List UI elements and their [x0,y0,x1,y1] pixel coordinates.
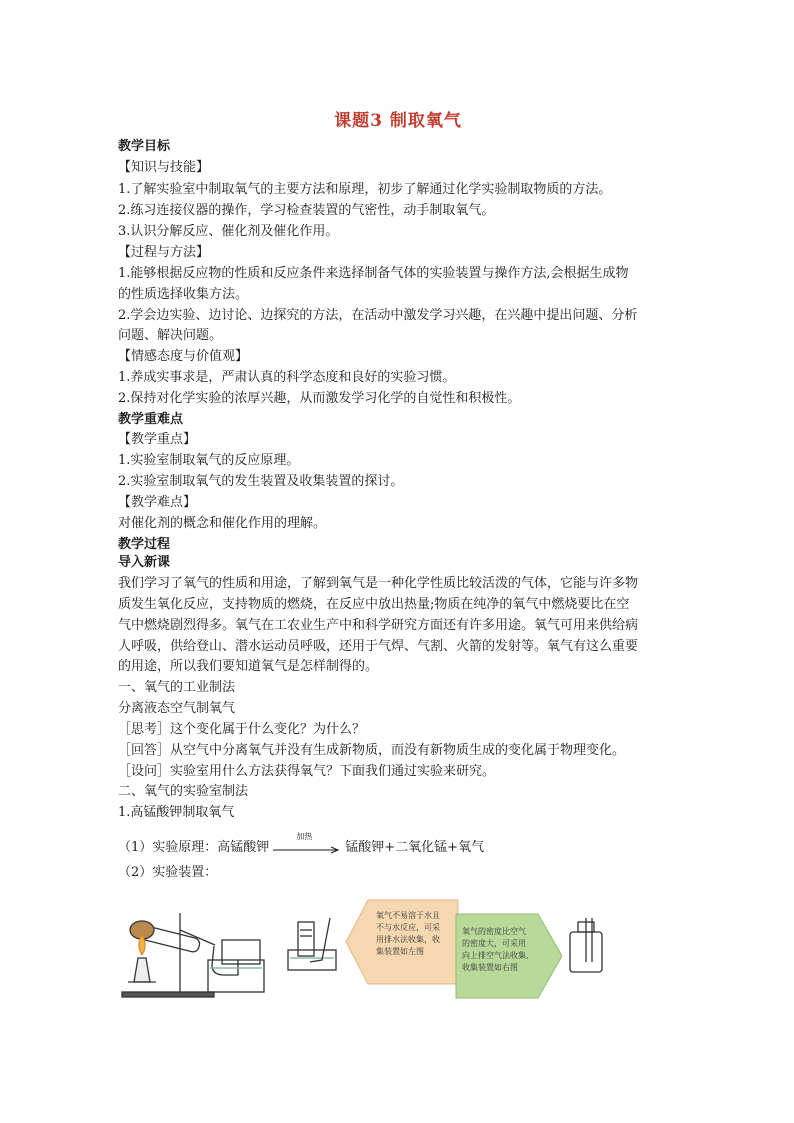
arrow-caption-line: 的密度大，可采用 [462,939,526,948]
arrow-caption-line: 用排水法收集，收 [376,935,440,944]
intro-line-2: 质发生氧化反应，支持物质的燃烧，在反应中放出热量;物质在纯净的氧气中燃烧要比在空 [118,597,630,612]
section-key-difficult: 教学重难点 [118,412,184,427]
arrow-caption-line: 不与水反应，可采 [376,923,440,932]
intro-line-4: 人呼吸，供给登山、潜水运动员呼吸，还用于气焊、气割、火箭的发射等。氧气有这么重要 [118,639,639,654]
equation-reactant: （1）实验原理：高锰酸钾 [118,840,270,855]
knowledge-item-3: 3.认识分解反应、催化剂及催化作用。 [118,224,339,239]
heading-knowledge-skills: 【知识与技能】 [118,160,210,175]
heading-difficult-points: 【教学难点】 [118,495,197,510]
water-displacement-illustration [288,918,336,970]
apparatus-label: （2）实验装置： [118,865,218,880]
section-introduction: 导入新课 [118,555,171,570]
section-lab-method: 二、氧气的实验室制法 [118,784,249,799]
key-item-1: 1.实验室制取氧气的反应原理。 [118,453,300,468]
intro-line-1: 我们学习了氧气的性质和用途，了解到氧气是一种化学性质比较活泼的气体，它能与许多物 [118,576,639,591]
arrow-caption-line: 氧气不易溶于水且 [376,911,440,920]
arrow-caption-line: 收集装置如右图 [462,963,518,972]
section-teaching-process: 教学过程 [118,537,171,552]
emotion-item-2: 2.保持对化学实验的浓厚兴趣，从而激发学习化学的自觉性和积极性。 [118,391,521,406]
heading-emotion-values: 【情感态度与价值观】 [118,349,249,364]
lab-subtitle: 1.高锰酸钾制取氧气 [118,805,235,820]
equation-products: 锰酸钾+二氧化锰+氧气 [345,840,485,855]
emotion-item-1: 1.养成实事求是，严肃认真的科学态度和良好的实验习惯。 [118,370,456,385]
answer-text: ［回答］从空气中分离氧气并没有生成新物质，而没有新物质生成的变化属于物理变化。 [118,743,626,758]
section-industrial-method: 一、氧气的工业制法 [118,680,236,695]
gas-bottle-illustration [570,918,602,972]
heading-process-methods: 【过程与方法】 [118,245,210,260]
key-item-2: 2.实验室制取氧气的发生装置及收集装置的探讨。 [118,474,404,489]
equation-condition: 加热 [296,831,313,841]
heading-key-points: 【教学重点】 [118,432,197,447]
process-item-1a: 1.能够根据反应物的性质和反应条件来选择制备气体的实验装置与操作方法,会根据生成物 [118,266,629,281]
think-question: ［思考］这个变化属于什么变化？为什么？ [118,722,366,737]
section-teaching-goals: 教学目标 [118,139,171,154]
industrial-subtitle: 分离液态空气制氧气 [118,701,236,716]
process-item-2b: 问题、解决问题。 [118,328,223,343]
arrow-caption-line: 集装置如左图 [376,947,424,956]
knowledge-item-2: 2.练习连接仪器的操作，学习检查装置的气密性，动手制取氧气。 [118,203,495,218]
arrow-caption-line: 向上排空气法收集, [462,951,529,960]
difficult-item-1: 对催化剂的概念和催化作用的理解。 [118,516,327,531]
arrow-caption-line: 氧气的密度比空气 [462,927,526,936]
intro-line-5: 的用途，所以我们要知道氧气是怎样制得的。 [118,659,379,674]
page-title: 课题3 制取氧气 [334,111,462,131]
intro-line-3: 气中燃烧剧烈得多。氧气在工农业生产中和科学研究方面还有许多用途。氧气可用来供给病 [118,618,639,633]
knowledge-item-1: 1.了解实验室中制取氧气的主要方法和原理，初步了解通过化学实验制取物质的方法。 [118,182,612,197]
heating-apparatus-illustration [122,913,264,997]
process-item-2a: 2.学会边实验、边讨论、边探究的方法，在活动中激发学习兴趣，在兴趣中提出问题、分析 [118,308,638,323]
ask-question: ［设问］实验室用什么方法获得氧气？下面我们通过实验来研究。 [118,764,496,779]
process-item-1b: 的性质选择收集方法。 [118,287,249,302]
